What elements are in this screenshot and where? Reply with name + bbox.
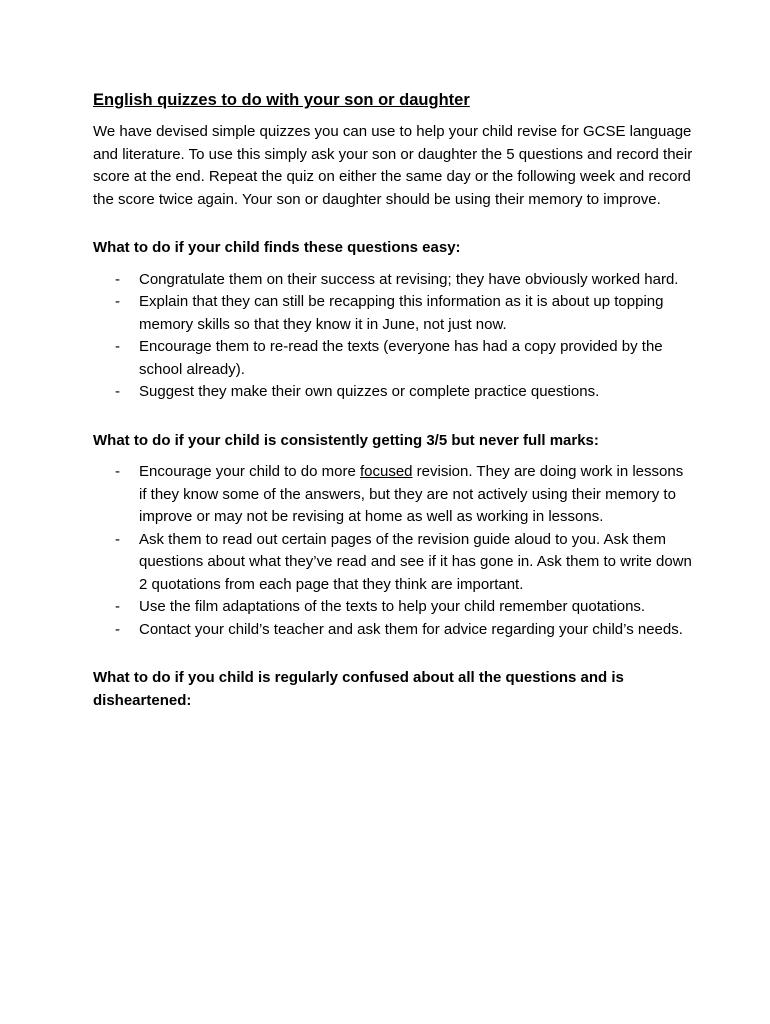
list-item xyxy=(93,461,693,529)
list-item xyxy=(93,269,693,292)
bullet-marker: - xyxy=(115,598,120,615)
bullet-marker: - xyxy=(115,463,120,480)
list-item-text: Suggest they make their own quizzes or complete practice questions. xyxy=(139,383,600,400)
bullet-marker: - xyxy=(115,383,120,400)
list-item-text-start: Encourage your child to do more xyxy=(139,463,360,480)
section-easy-list xyxy=(93,269,693,404)
underlined-word: focused xyxy=(359,463,413,480)
list-item xyxy=(93,336,693,381)
intro-paragraph: We have devised simple quizzes you can use to help your child revise for GCSE language and literature. To use this simply ask your son or daughter the 5 questions and record their score at the end. Repeat the quiz on either the same day or the following week and record the score twice again. Your son or daughter should be using their memory to improve. xyxy=(93,123,693,208)
section-three-list xyxy=(93,461,693,641)
list-item xyxy=(93,291,693,336)
list-item xyxy=(93,619,693,642)
bullet-marker: - xyxy=(115,530,120,548)
document-title: English quizzes to do with your son or daughter xyxy=(93,91,470,109)
list-item-text: Ask them to read out certain pages of the revision guide aloud to you. Ask them questions about what they’ve read and see if it has gone in. Ask them to write down 2 quotations from each page that they think are important. xyxy=(139,530,692,593)
list-item-text-end: revision. They are doing work in lessons if they know some of the answers, but they are not actively using their memory to improve or may not be revising at home as well as working in lessons. xyxy=(139,463,684,525)
list-item xyxy=(93,381,693,404)
section-confused-heading: What to do if you child is regularly confused about all the questions and is disheartened: xyxy=(93,669,624,709)
section-three-heading: What to do if your child is consistently getting 3/5 but never full marks: xyxy=(93,431,599,449)
bullet-marker: - xyxy=(115,270,120,288)
list-item-text: Encourage them to re-read the texts (everyone has had a copy provided by the school already). xyxy=(139,338,663,378)
bullet-marker: - xyxy=(115,338,120,355)
bullet-marker: - xyxy=(115,620,120,638)
list-item-text: Congratulate them on their success at revising; they have obviously worked hard. xyxy=(139,270,679,288)
document-page xyxy=(93,88,693,721)
section-easy-heading: What to do if your child finds these questions easy: xyxy=(93,239,461,256)
bullet-marker: - xyxy=(115,293,120,310)
list-item xyxy=(93,596,693,619)
list-item-text: Use the film adaptations of the texts to help your child remember quotations. xyxy=(139,598,646,615)
list-item-text: Explain that they can still be recapping this information as it is about up topping memory skills so that they know it in June, not just now. xyxy=(139,293,664,333)
list-item xyxy=(93,529,693,597)
list-item-text: Contact your child’s teacher and ask them for advice regarding your child’s needs. xyxy=(139,620,683,638)
